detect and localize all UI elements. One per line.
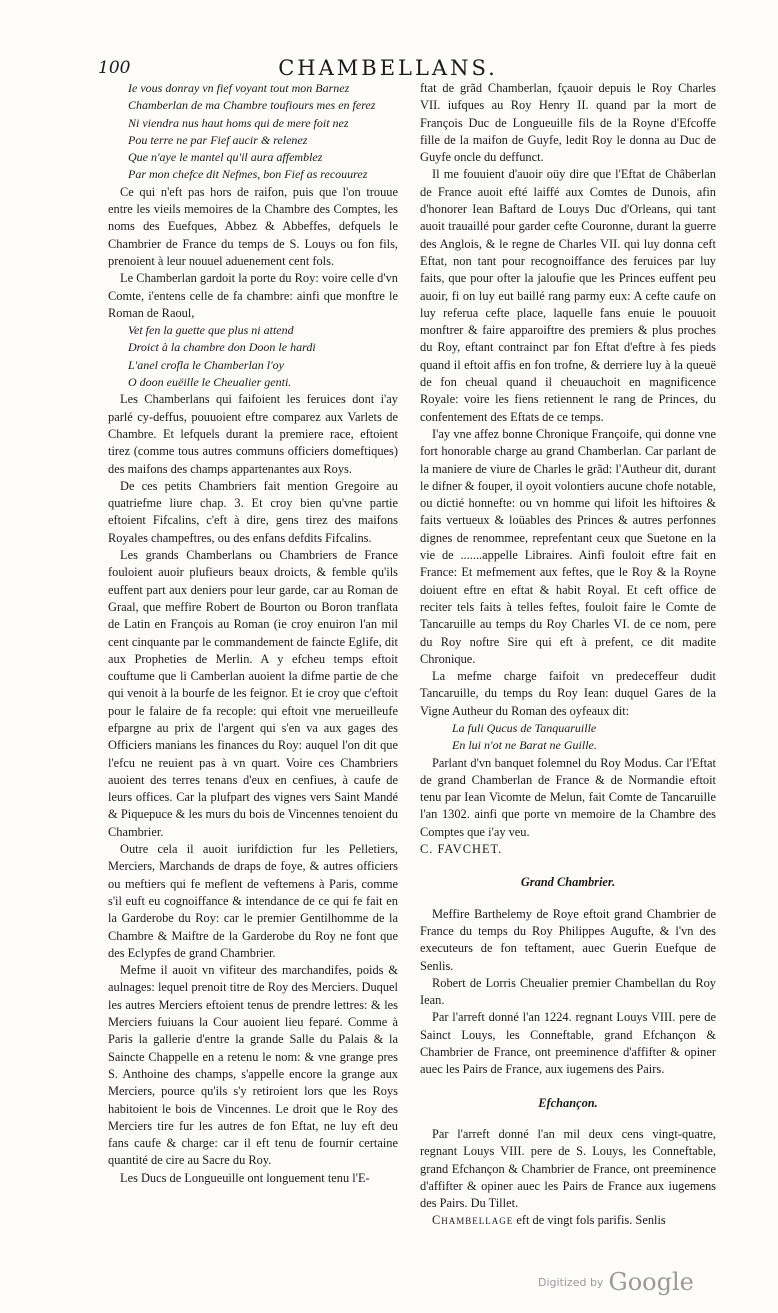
paragraph: Ce qui n'eft pas hors de raifon, puis que l'on trouue entre les vieils memoires de la Chambre des Comptes, les noms des Euefques, Abbez & Abbeffes, defquels le Chambrier de France du temps de S. Louys ou fon fils, prenoient à leur nouuel aduenement cent fols. bbox=[108, 184, 398, 268]
paragraph: Mefme il auoit vn vifiteur des marchandifes, poids & aulnages: lequel prenoit titre de Roy des Merciers. Duquel les autres Merciers eftoient tenus de prendre lettres: & les Merciers fuiuans la Cour auoient lieu feparé. Comme à Paris la gallerie d'entre la grande Salle du Palais & la Saincte Chappelle en a retenu le nom: & vne grange pres S. Anthoine des champs, s'appelle encore la grange aux Merciers, pource qu'ils s'y retiroient lors que les Roys habitoient le bois de Vincennes. Le droit que le Roy des Merciers tire fur les autres de fon Eftat, ne luy eft deu fans caufe & charge: car il eft tenu de fournir certaine quantité de cire au Sacre du Roy. bbox=[108, 963, 398, 1168]
verse-line: Vet fen la guette que plus ni attend bbox=[128, 323, 294, 338]
paragraph: I'ay vne affez bonne Chronique Françoife, qui donne vne fort honorable charge au grand Chamberlan. Car parlant de la maniere de viure de Charles le grãd: l'Autheur dit, durant le difner & fouper, il oyoit volontiers aucune chofe notable, ou dictié honnefte: ou vn homme qui lifoit les hiftoires & faits vertueux & loüables des Princes & autres perfonnes dignes de renommee, reprefentant ceux que Suetone en la vie de .......appelle Libraires. Ainfi fouloit eftre fait en France: Et mefmement aux feftes, que le Roy & la Royne doiuent eftre en eftat & habit Royal. Et ceft office de reciter tels faits à telles feftes, fouloit faire le Comte de Tancaruille au temps du Roy Charles VI. de ce nom, pere du Roy noftre Sire qui eft à prefent, ce dit madite Chronique. bbox=[420, 426, 716, 666]
paragraph: ftat de grãd Chamberlan, fçauoir depuis le Roy Charles VII. iufques au Roy Henry II. quand par la mort de François Duc de Longueuille fils de la Royne d'Efcoffe fille de la maifon de Guyfe, ledit Roy le donna au Duc de Guyfe oncle du deffunct. bbox=[420, 81, 716, 165]
running-title: CHAMBELLANS. bbox=[278, 56, 498, 80]
verse-line: L'anel crofla le Chamberlan l'oy bbox=[128, 357, 285, 372]
lead-word: Chambellage bbox=[432, 1213, 514, 1228]
verse-line: Pou terre ne par Fief aucir & relenez bbox=[128, 132, 308, 147]
page-number: 100 bbox=[98, 58, 131, 78]
section-heading: Grand Chambrier. bbox=[520, 875, 616, 890]
author-signature: C. FAVCHET. bbox=[420, 842, 503, 857]
right-column bbox=[420, 80, 716, 1230]
paragraph-text: eft de vingt fols parifis. Senlis bbox=[513, 1213, 666, 1228]
verse-line: Ni viendra nus haut homs qui de mere foit nez bbox=[128, 115, 349, 130]
paragraph: Par l'arreft donné l'an 1224. regnant Louys VIII. pere de Sainct Louys, les Conneftable, grand Efchançon & Chambrier de France, ont preeminence d'affifter & opiner auec les Pairs de France, aux iugemens des Pairs. bbox=[420, 1010, 716, 1077]
paragraph: Robert de Lorris Cheualier premier Chambellan du Roy Iean. bbox=[420, 975, 716, 1008]
watermark-prefix: Digitized by bbox=[538, 1276, 604, 1289]
google-watermark bbox=[538, 1268, 728, 1298]
verse-line: Ie vous donray vn fief voyant tout mon Barnez bbox=[128, 81, 350, 95]
verse-line: En lui n'ot ne Barat ne Guille. bbox=[452, 738, 597, 753]
paragraph: La mefme charge faifoit vn predeceffeur dudit Tancaruille, du temps du Roy Iean: duquel Gares de la Vigne Autheur du Roman des oyfeaux dit: bbox=[420, 669, 716, 718]
paragraph bbox=[420, 1212, 716, 1229]
paragraph: Outre cela il auoit iurifdiction fur les Pelletiers, Merciers, Marchands de draps de foye, & autres officiers ou meftiers qui fe meflent de veftemens à Paris, comme s'il euft eu cognoiffance & intendance de ce qui fe fait en la Garderobe du Roy: car le premier Gentilhomme de la Chambre & Maiftre de la Garderobe du Roy ne font que des Eclypfes de grand Chambrier. bbox=[108, 842, 398, 960]
verse-line: La fuli Qucus de Tanquaruille bbox=[452, 720, 597, 735]
paragraph: Il me fouuient d'auoir oüy dire que l'Eftat de Châberlan de France auoit efté laiffé aux Comtes de Dunois, afin d'honorer Iean Baftard de Louys Duc d'Orleans, qui tant auoit trauaillé pour garder cefte Couronne, durant la guerre des Anglois, & le regne de Charles VII. qui luy donna ceft Eftat, non tant pour recognoiffance des feruices par luy faits, que pour ofter la jaloufie que les Princes euffent peu auoir, fi on luy eut baillé rang parmy eux: A cefte caufe on luy referua cefte place, laquelle fans enuie le pouuoit monftrer & faire apparoiftre des premiers & plus proches du Roy, eftant contrainct par fon Eftat d'eftre à fes pieds quand il eftoit affis en fon trofne, & derriere luy à la queuë de fon cheual quand il cheuauchoit en magnificence Royale: voire les fiens retiennent le rang de Princes, du confentement des Eftats de ce temps. bbox=[420, 167, 716, 424]
paragraph: Les grands Chamberlans ou Chambriers de France fouloient auoir plufieurs beaux droicts, & femble qu'ils euffent part aux deniers pour leur garde, car au Roman de Graal, que meffire Robert de Bourton ou Boron tranflata de Latin en François au Roman (ie croy enuiron l'an mil cent cinquante par le commandement de faincte Eglife, dit aux Propheties de Merlin. A y efcheu temps eftoit couftume que li Camberlan auoient la difme partie de che qui venoit à la bourfe de les feignor. Et ie croy que c'eftoit pour le falaire de fa recople: qui eftoit vne merueilleufe efpargne au prix de l'argent qui s'en va aux gages des Officiers manians les finances du Roy: auquel l'on dit que l'efcu ne reuient pas à vn quart. Voire ces Chambriers auoient des terres tenans d'eux en cenfiues, à caufe de leurs offices. Car la plufpart des vignes vers Saint Mandé & Piquepuce & les murs du bois de Vincennes tenoient du Chambrier. bbox=[108, 548, 398, 839]
paragraph: Les Chamberlans qui faifoient les feruices dont i'ay parlé cy-deffus, pouuoient eftre comparez aux Varlets de Chambre. Et lefquels durant la premiere race, eftoient tirez (comme tous autres communs officiers domeftiques) des maifons des champs appartenantes aux Roys. bbox=[108, 392, 398, 476]
paragraph: Par l'arreft donné l'an mil deux cens vingt-quatre, regnant Louys VIII. pere de S. Louys, les Conneftable, grand Efchançon & Chambrier de France, ont preeminence d'affifter & opiner auec les Pairs de France aux iugemens des Pairs. Du Tillet. bbox=[420, 1126, 716, 1211]
paragraph: De ces petits Chambriers fait mention Gregoire au quatriefme liure chap. 3. Et croy bien qu'vne partie eftoient Fifcalins, c'eft à dire, gens tirez des maifons Royales champeftres, ou des enfans defdits Fifcalins. bbox=[108, 478, 398, 545]
paragraph: Le Chamberlan gardoit la porte du Roy: voire celle d'vn Comte, i'entens celle de fa chambre: ainfi que monftre le Roman de Raoul, bbox=[108, 271, 398, 320]
verse-line: O doon euëille le Cheualier genti. bbox=[128, 375, 292, 390]
verse-line: Droict à la chambre don Doon le hardi bbox=[128, 340, 316, 355]
paragraph: Les Ducs de Longueuille ont longuement tenu l'E- bbox=[120, 1170, 370, 1185]
verse-line: Que n'aye le mantel qu'il aura affemblez bbox=[128, 150, 323, 165]
paragraph: Parlant d'vn banquet folemnel du Roy Modus. Car l'Eftat de grand Chamberlan de France & de Normandie eftoit tenu par Iean Vicomte de Melun, fait Comte de Tancaruille l'an 1302. ainfi que porte vn memoire de la Chambre des Comptes que i'ay veu. bbox=[420, 755, 716, 839]
verse-line: Chamberlan de ma Chambre toufiours mes en ferez bbox=[128, 98, 376, 113]
section-heading: Efchançon. bbox=[538, 1095, 598, 1110]
page-header bbox=[98, 56, 678, 82]
paragraph: Meffire Barthelemy de Roye eftoit grand Chambrier de France du temps du Roy Philippes Augufte, & l'vn des executeurs de fon teftament, auec Guerin Euefque de Senlis. bbox=[420, 906, 716, 973]
verse-line: Par mon chefce dit Nefmes, bon Fief as recouurez bbox=[128, 167, 368, 182]
left-column bbox=[108, 80, 398, 1187]
google-logo: Google bbox=[608, 1268, 694, 1296]
